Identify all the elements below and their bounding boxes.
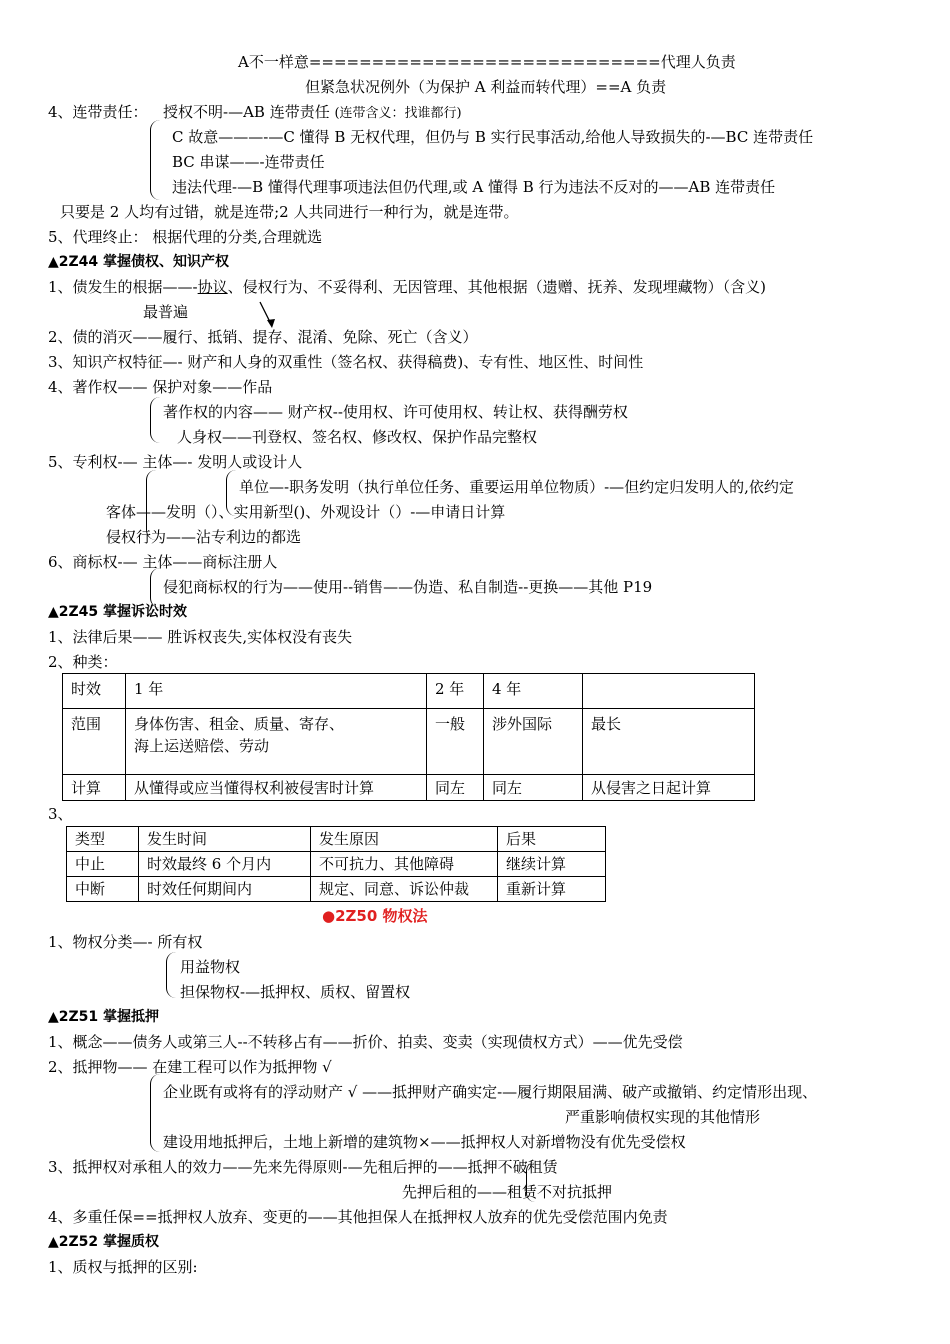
table-cell xyxy=(583,674,755,709)
table-cell: 1 年 xyxy=(126,674,427,709)
table-cell: 规定、同意、诉讼仲裁 xyxy=(311,877,498,902)
suspension-interruption-table xyxy=(66,826,606,902)
table-cell: 发生时间 xyxy=(139,827,311,852)
trademark-infringe: 侵犯商标权的行为——使用--销售——伪造、私自制造--更换——其他 P19 xyxy=(163,578,653,596)
multiple-guarantee: 4、多重任保==抵押权人放弃、变更的——其他担保人在抵押权人放弃的优先受偿范围内免责 xyxy=(48,1208,668,1226)
table-cell: 中断 xyxy=(67,877,139,902)
table-row xyxy=(63,674,755,709)
floating-property-cont: 严重影响债权实现的其他情形 xyxy=(565,1108,761,1126)
table-row xyxy=(67,877,606,902)
most-common-note: 最普遍 xyxy=(143,303,189,321)
table-cell: 4 年 xyxy=(484,674,583,709)
new-building: 建设用地抵押后，土地上新增的建筑物×——抵押权人对新增物没有优先受偿权 xyxy=(163,1133,686,1151)
patent-infringe: 侵权行为——沾专利边的都选 xyxy=(106,528,302,546)
joint-liability-note: (连带含义：找谁都行) xyxy=(334,106,462,121)
limitation-consequence: 1、法律后果—— 胜诉权丧失,实体权没有丧失 xyxy=(48,628,353,646)
table-cell: 最长 xyxy=(583,709,755,775)
patent: 5、专利权-— 主体—- 发明人或设计人 xyxy=(48,453,303,471)
table-cell: 涉外国际 xyxy=(484,709,583,775)
joint-liability-summary: 只要是 2 人均有过错，就是连带;2 人共同进行一种行为，就是连带。 xyxy=(60,203,519,221)
joint-liability-item-3: BC 串谋——-连带责任 xyxy=(172,153,325,171)
agency-line-2: 但紧急状况例外（为保护 A 利益而转代理）==A 负责 xyxy=(305,78,667,96)
agency-termination: 5、代理终止： 根据代理的分类,合理就选 xyxy=(48,228,323,246)
table-row xyxy=(67,827,606,852)
floating-property: 企业既有或将有的浮动财产 √ ——抵押财产确实定-—履行期限届满、破产或撤销、约定情形出现、 xyxy=(163,1083,818,1101)
joint-liability-item-4: 违法代理-—B 懂得代理事项违法但仍代理,或 A 懂得 B 行为违法不反对的——AB 连带责任 xyxy=(172,178,776,196)
section-title-2z45: ▲2Z45 掌握诉讼时效 xyxy=(48,604,188,620)
ip-features: 3、知识产权特征—- 财产和人身的双重性（签名权、获得稿费)、专有性、地区性、时间性 xyxy=(48,353,644,371)
section-title-2z50: ●2Z50 物权法 xyxy=(322,907,428,925)
table-cell: 范围 xyxy=(63,709,126,775)
mortgage-collateral: 2、抵押物—— 在建工程可以作为抵押物 √ xyxy=(48,1058,332,1076)
debt-origin-contract: 协议 xyxy=(197,278,228,296)
brace-collateral xyxy=(150,1074,160,1152)
arrow-icon xyxy=(258,300,278,330)
table-cell: 时效任何期间内 xyxy=(139,877,311,902)
table-cell: 重新计算 xyxy=(498,877,606,902)
copyright-content: 著作权的内容—— 财产权--使用权、许可使用权、转让权、获得酬劳权 xyxy=(163,403,628,421)
debt-extinction: 2、债的消灭——履行、抵销、提存、混淆、免除、死亡（含义） xyxy=(48,328,478,346)
table-cell: 从懂得或应当懂得权利被侵害时计算 xyxy=(126,775,427,801)
table-cell: 身体伤害、租金、质量、寄存、 海上运送赔偿、劳动 xyxy=(126,709,427,775)
mortgage-concept: 1、概念——债务人或第三人--不转移占有——折价、拍卖、变卖（实现债权方式）——优先受偿 xyxy=(48,1033,683,1051)
patent-object: 客体——发明（）、实用新型()、外观设计（）-—申请日计算 xyxy=(106,503,506,521)
joint-liability-item-1: 授权不明-—AB 连带责任 (连带含义：找谁都行) xyxy=(163,103,462,121)
table-row xyxy=(63,709,755,775)
debt-origin: 1、债发生的根据——-协议、侵权行为、不妥得利、无因管理、其他根据（遗赠、抚养、发现埋藏物）（含义) xyxy=(48,278,766,296)
table-cell: 继续计算 xyxy=(498,852,606,877)
table-cell: 同左 xyxy=(427,775,484,801)
section-title-2z51: ▲2Z51 掌握抵押 xyxy=(48,1009,160,1025)
table-cell: 类型 xyxy=(67,827,139,852)
security-right: 担保物权-—抵押权、质权、留置权 xyxy=(180,983,411,1001)
table-cell: 时效 xyxy=(63,674,126,709)
table-cell: 同左 xyxy=(484,775,583,801)
patent-unit: 单位—-职务发明（执行单位任务、重要运用单位物质）-—但约定归发明人的,依约定 xyxy=(239,478,794,496)
copyright: 4、著作权—— 保护对象——作品 xyxy=(48,378,273,396)
table-cell: 一般 xyxy=(427,709,484,775)
table-cell: 时效最终 6 个月内 xyxy=(139,852,311,877)
table-row xyxy=(67,852,606,877)
usufruct-right: 用益物权 xyxy=(180,958,241,976)
table-cell: 中止 xyxy=(67,852,139,877)
table-cell: 后果 xyxy=(498,827,606,852)
brace-property xyxy=(166,952,176,998)
lessee-effect: 3、抵押权对承租人的效力——先来先得原则-—先租后押的——抵押不破租赁 xyxy=(48,1158,558,1176)
table-cell: 2 年 xyxy=(427,674,484,709)
table-row xyxy=(63,775,755,801)
copyright-personal: 人身权——刊登权、签名权、修改权、保护作品完整权 xyxy=(177,428,538,446)
lessee-effect-2: 先押后租的——租赁不对抗抵押 xyxy=(402,1183,613,1201)
trademark: 6、商标权-— 主体——商标注册人 xyxy=(48,553,278,571)
limitation-types-label: 2、种类： xyxy=(48,653,118,671)
brace-copyright xyxy=(150,397,160,443)
joint-liability-item-2: C 故意———-—C 懂得 B 无权代理，但仍与 B 实行民事活动,给他人导致损失的-—BC 连带责任 xyxy=(172,128,814,146)
section-title-2z44: ▲2Z44 掌握债权、知识产权 xyxy=(48,254,230,270)
brace-joint-liability xyxy=(150,120,161,200)
table-cell: 计算 xyxy=(63,775,126,801)
agency-line-1: A不一样意============================代理人负责 xyxy=(238,53,736,71)
limitation-types-table xyxy=(62,673,755,801)
pledge-difference: 1、质权与抵押的区别: xyxy=(48,1258,198,1276)
property-classification: 1、物权分类—- 所有权 xyxy=(48,933,203,951)
joint-liability-label: 4、连带责任： xyxy=(48,103,148,121)
table-cell: 不可抗力、其他障碍 xyxy=(311,852,498,877)
section-title-2z52: ▲2Z52 掌握质权 xyxy=(48,1234,160,1250)
suspension-label: 3、 xyxy=(48,805,73,823)
table-cell: 从侵害之日起计算 xyxy=(583,775,755,801)
table-cell: 发生原因 xyxy=(311,827,498,852)
